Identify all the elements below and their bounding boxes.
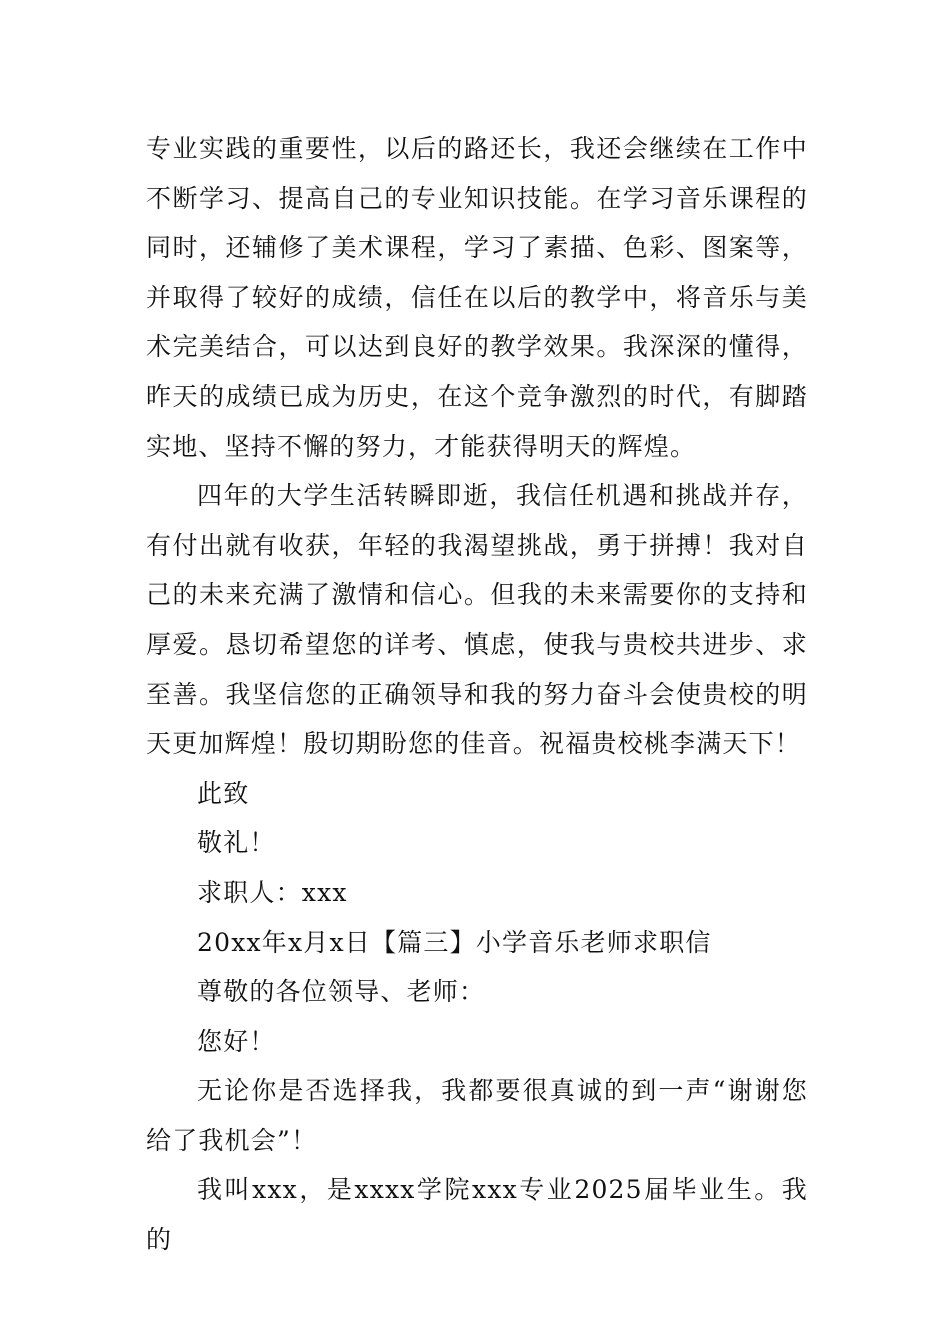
document-body [146,124,808,1265]
closing-regards: 敬礼！ [197,828,276,858]
date-and-section-title: 20xx年x月x日【篇三】小学音乐老师求职信 [197,927,712,957]
paragraph-thanks: 无论你是否选择我，我都要很真诚的到一声“谢谢您给了我机会”！ [146,1076,808,1155]
greeting-hello: 您好！ [197,1026,276,1056]
paragraph-future: 四年的大学生活转瞬即逝，我信任机遇和挑战并存，有付出就有收获，年轻的我渴望挑战，勇于拼搏！我对自己的未来充满了激情和信心。但我的未来需要你的支持和厚爱。恳切希望您的详考、慎虑，使我与贵校共进步、求至善。我坚信您的正确领导和我的努力奋斗会使贵校的明天更加辉煌！殷切期盼您的佳音。祝福贵校桃李满天下！ [146,481,808,759]
applicant-signature: 求职人：xxx [197,877,348,907]
greeting-recipients: 尊敬的各位领导、老师： [197,977,486,1007]
paragraph-introduction: 我叫xxx，是xxxx学院xxx专业2025届毕业生。我的 [146,1175,808,1255]
paragraph-practice: 专业实践的重要性，以后的路还长，我还会继续在工作中不断学习、提高自己的专业知识技能。在学习音乐课程的同时，还辅修了美术课程，学习了素描、色彩、图案等，并取得了较好的成绩，信任在以后的教学中，将音乐与美术完美结合，可以达到良好的教学效果。我深深的懂得，昨天的成绩已成为历史，在这个竞争激烈的时代，有脚踏实地、坚持不懈的努力，才能获得明天的辉煌。 [146,134,808,461]
closing-salutation: 此致 [197,778,250,808]
